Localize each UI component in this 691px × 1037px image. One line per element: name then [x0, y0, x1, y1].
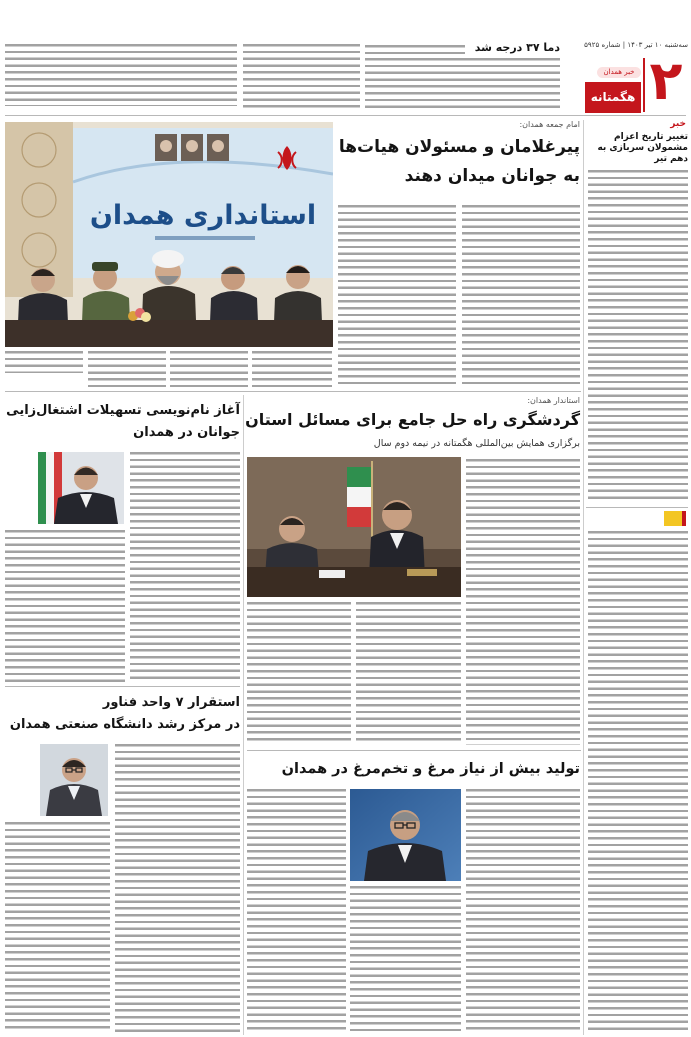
poultry-body-column-3 [247, 789, 346, 1032]
masthead-divider [5, 115, 686, 116]
governor-body-column-2 [356, 602, 461, 745]
poultry-body-column-2 [350, 886, 461, 1032]
tech-headline-line-1: استقرار ۷ واحد فناور [102, 695, 240, 710]
tech-body-column-2 [5, 822, 110, 1032]
conference-table [5, 320, 333, 347]
jobs-body-column-2 [5, 530, 125, 682]
lead-headline [335, 133, 580, 191]
tech-photo-image [40, 744, 108, 816]
tech-headline [5, 692, 240, 736]
iran-flag [347, 467, 371, 527]
sidebar-divider [583, 120, 584, 1035]
jobs-headline-line-2: جوانان در همدان [133, 425, 240, 440]
lead-body-column-1 [462, 205, 580, 387]
name-plate [407, 569, 437, 576]
photo-banner-text: استانداری همدان [89, 200, 317, 231]
tech-body-column-1 [115, 744, 240, 1032]
governor-photo [247, 457, 461, 597]
section-pill: خبر همدان [597, 67, 641, 78]
poultry-photo-image [350, 789, 461, 881]
jobs-headline-line-1: آغاز نام‌نویسی تسهیلات اشتغال‌زایی [6, 403, 240, 418]
governor-body-column-1 [466, 459, 580, 745]
lead-headline-line-2: به جوانان میدان دهند [404, 166, 580, 186]
sidebar-box-text [588, 531, 688, 1032]
lead-body-column-3 [170, 351, 248, 387]
governor-photo-image [247, 457, 461, 597]
top-brief-text-column-1 [365, 58, 560, 108]
newspaper-logo: هگمتانه [585, 82, 641, 113]
banner-subline [155, 236, 255, 240]
top-brief-text-column-2 [243, 44, 360, 108]
poultry-photo [350, 789, 461, 881]
sidebar-box-badge [664, 511, 686, 526]
jobs-photo [38, 452, 124, 524]
tech-photo [40, 744, 108, 816]
sidebar-headline: تغییر تاریخ اعزام مشمولان سربازی به دهم تیر [597, 132, 688, 164]
lead-photo-caption [252, 351, 332, 387]
sidebar-box-divider [586, 507, 688, 508]
jobs-headline [5, 400, 240, 444]
issue-date-line: سه‌شنبه ۱۰ تیر ۱۴۰۳ | شماره ۵۹۲۵ [584, 41, 688, 49]
governor-kicker: استاندار همدان: [527, 396, 580, 405]
top-brief-text-upper [365, 45, 465, 55]
left-column-divider [243, 395, 244, 1035]
governor-headline: گردشگری راه حل جامع برای مسائل استان [245, 410, 580, 429]
sidebar-body-text [588, 170, 688, 503]
governor-subhead: برگزاری همایش بین‌المللی هگمتانه در نیمه دوم سال [373, 438, 580, 449]
lead-photo-image [5, 122, 333, 347]
poultry-body-column-1 [466, 789, 580, 1032]
leader-portraits [155, 134, 229, 161]
masthead-red-bar [643, 58, 645, 112]
top-brief-text-column-3 [5, 44, 237, 106]
governor-body-column-3 [247, 602, 351, 745]
jobs-photo-image [38, 452, 124, 524]
lead-body-column-2 [338, 205, 456, 387]
governor-divider [247, 750, 581, 751]
lead-body-column-4 [88, 351, 166, 387]
lead-headline-line-1: پیرغلامان و مسئولان هیات‌ها [338, 137, 580, 157]
desk-papers [319, 570, 345, 578]
top-brief-headline: دما ۳۷ درجه شد [474, 41, 560, 54]
tech-headline-line-2: در مرکز رشد دانشگاه صنعتی همدان [9, 717, 240, 732]
lead-kicker: امام جمعه همدان: [519, 120, 580, 129]
poultry-headline: تولید بیش از نیاز مرغ و تخم‌مرغ در همدان [281, 761, 580, 777]
lead-divider [5, 391, 581, 392]
left-column-divider-horizontal [5, 686, 240, 687]
page-number: ۲ [649, 49, 683, 112]
lead-body-column-5 [5, 351, 83, 373]
jobs-body-column-1 [130, 452, 240, 682]
lead-photo [5, 122, 333, 347]
sidebar-label: خبر [670, 119, 686, 129]
